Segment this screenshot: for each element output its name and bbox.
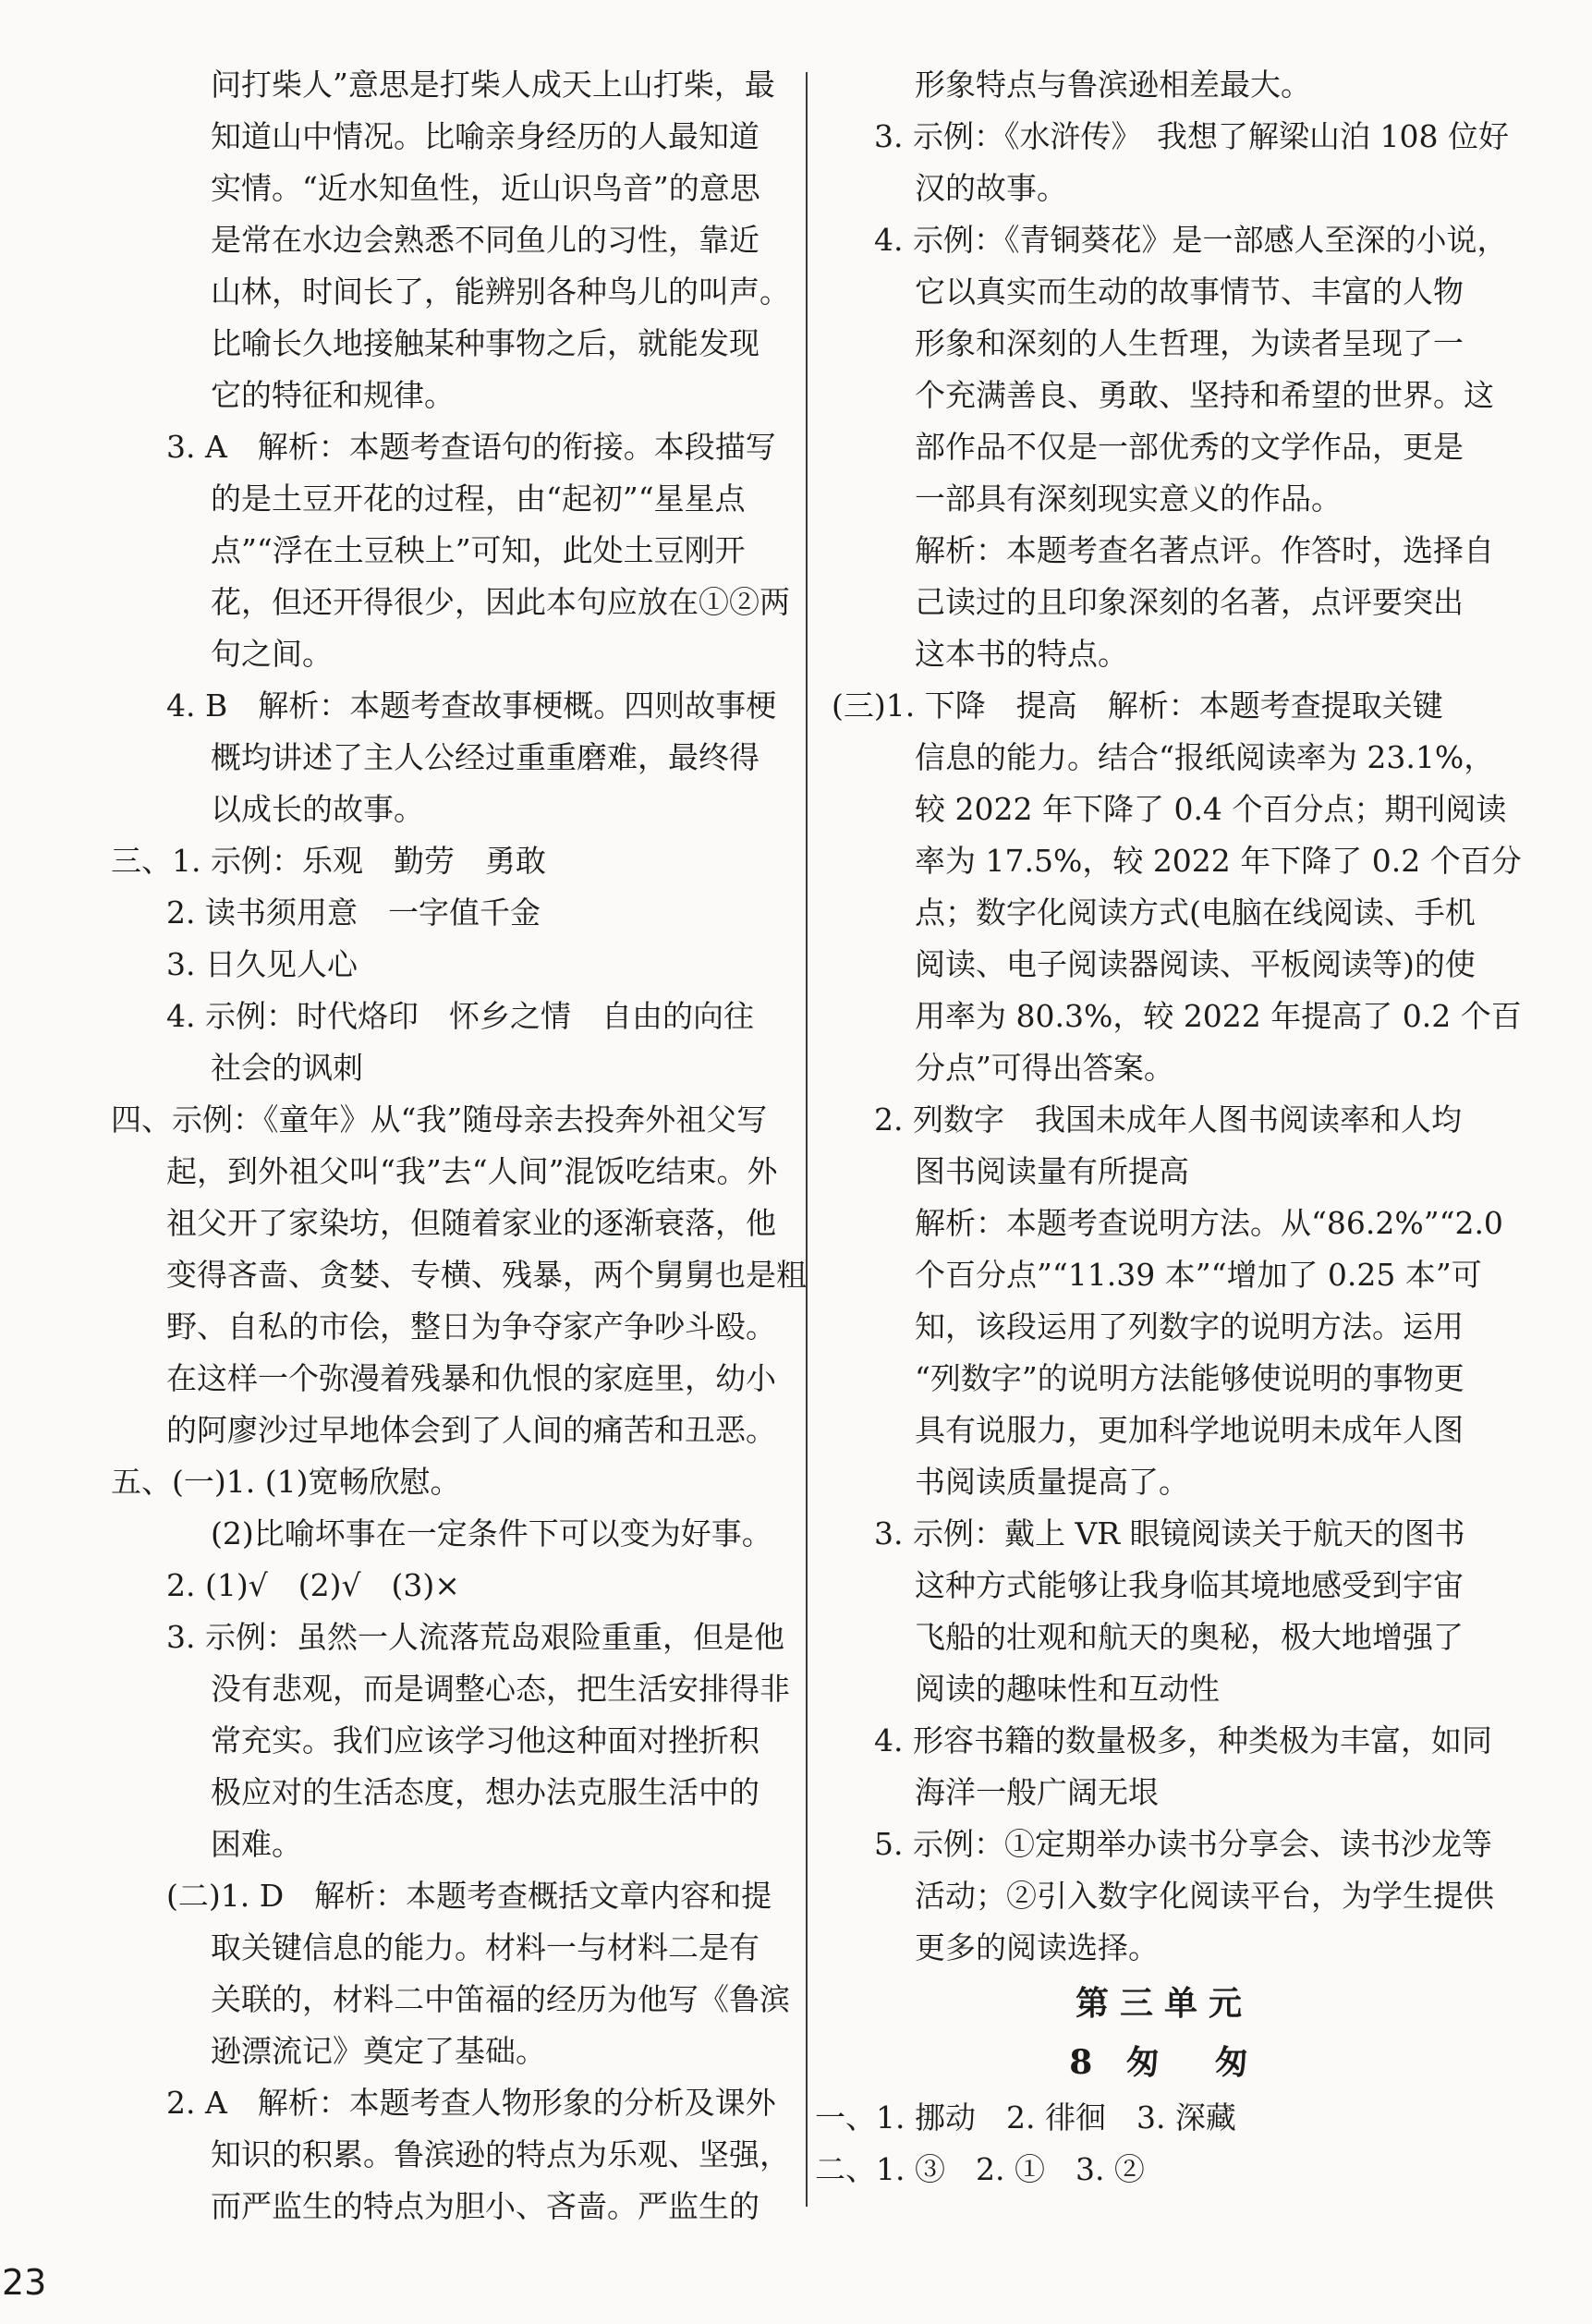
- text-line: 它以真实而生动的故事情节、丰富的人物: [915, 274, 1464, 310]
- text-line: (2)比喻坏事在一定条件下可以变为好事。: [211, 1515, 772, 1551]
- text-line: 概均讲述了主人公经过重重磨难，最终得: [211, 739, 760, 775]
- text-line: 飞船的壮观和航天的奥秘，极大地增强了: [915, 1619, 1464, 1655]
- lesson-heading: 8 匆 匆: [1069, 2043, 1259, 2082]
- text-line: 实情。“近水知鱼性，近山识鸟音”的意思: [211, 170, 760, 206]
- text-line: 书阅读质量提高了。: [915, 1464, 1189, 1500]
- text-line: 知，该段运用了列数字的说明方法。运用: [915, 1308, 1464, 1345]
- text-line: 5. 示例：①定期举办读书分享会、读书沙龙等: [874, 1826, 1492, 1862]
- text-line: 个充满善良、勇敢、坚持和希望的世界。这: [915, 377, 1494, 413]
- text-line: 变得吝啬、贪婪、专横、残暴，两个舅舅也是粗: [166, 1257, 807, 1293]
- text-line: 汉的故事。: [915, 170, 1067, 206]
- text-line: “列数字”的说明方法能够使说明的事物更: [915, 1360, 1464, 1396]
- text-line: 野、自私的市侩，整日为争夺家产争吵斗殴。: [166, 1308, 776, 1345]
- text-line: 起，到外祖父叫“我”去“人间”混饭吃结束。外: [166, 1153, 778, 1189]
- text-line: 点”“浮在土豆秧上”可知，此处土豆刚开: [211, 532, 746, 568]
- text-line: 3. 示例：虽然一人流落荒岛艰险重重，但是他: [166, 1619, 784, 1655]
- text-line: 在这样一个弥漫着残暴和仇恨的家庭里，幼小: [166, 1360, 776, 1396]
- text-line: 解析：本题考查名著点评。作答时，选择自: [915, 532, 1494, 568]
- text-line: 这本书的特点。: [915, 636, 1128, 672]
- text-line: 信息的能力。结合“报纸阅读率为 23.1%，: [915, 739, 1495, 775]
- text-line: 是常在水边会熟悉不同鱼儿的习性，靠近: [211, 222, 760, 258]
- text-line: 没有悲观，而是调整心态，把生活安排得非: [211, 1671, 790, 1707]
- text-line: 4. 形容书籍的数量极多，种类极为丰富，如同: [874, 1722, 1492, 1758]
- text-line: 具有说服力，更加科学地说明未成年人图: [915, 1412, 1464, 1448]
- text-line: 海洋一般广阔无垠: [915, 1774, 1159, 1810]
- text-line: 3. 示例：《水浒传》 我想了解梁山泊 108 位好: [874, 118, 1509, 154]
- text-line: 分点”可得出答案。: [915, 1050, 1174, 1086]
- text-line: 而严监生的特点为胆小、吝啬。严监生的: [211, 2188, 760, 2224]
- text-line: 2. 读书须用意 一字值千金: [166, 894, 541, 931]
- text-line: 比喻长久地接触某种事物之后，就能发现: [211, 325, 760, 361]
- text-line: 3. A 解析：本题考查语句的衔接。本段描写: [166, 429, 776, 465]
- unit-heading: 第三单元: [1075, 1984, 1253, 2023]
- text-line: 困难。: [211, 1826, 302, 1862]
- text-line: 知识的积累。鲁滨逊的特点为乐观、坚强，: [211, 2136, 790, 2172]
- text-line: 三、1. 示例：乐观 勤劳 勇敢: [111, 843, 546, 879]
- text-line: 的是土豆开花的过程，由“起初”“星星点: [211, 481, 746, 517]
- text-line: 问打柴人”意思是打柴人成天上山打柴，最: [211, 67, 775, 103]
- text-line: 阅读的趣味性和互动性: [915, 1671, 1220, 1707]
- text-line: 更多的阅读选择。: [915, 1929, 1159, 1965]
- text-line: 山林，时间长了，能辨别各种鸟儿的叫声。: [211, 274, 790, 310]
- text-line: 关联的，材料二中笛福的经历为他写《鲁滨: [211, 1981, 790, 2017]
- text-line: 花，但还开得很少，因此本句应放在①②两: [211, 584, 790, 620]
- text-line: (二)1. D 解析：本题考查概括文章内容和提: [166, 1878, 772, 1914]
- text-line: 个百分点”“11.39 本”“增加了 0.25 本”可: [915, 1257, 1482, 1293]
- text-line: 较 2022 年下降了 0.4 个百分点；期刊阅读: [915, 791, 1507, 827]
- text-line: 祖父开了家染坊，但随着家业的逐渐衰落，他: [166, 1205, 776, 1241]
- text-line: 常充实。我们应该学习他这种面对挫折积: [211, 1722, 760, 1758]
- text-line: 一、1. 挪动 2. 徘徊 3. 深藏: [815, 2099, 1236, 2135]
- text-line: 4. 示例：《青铜葵花》是一部感人至深的小说，: [874, 222, 1508, 258]
- text-line: 形象特点与鲁滨逊相差最大。: [915, 67, 1311, 103]
- text-line: 形象和深刻的人生哲理，为读者呈现了一: [915, 325, 1464, 361]
- text-line: 图书阅读量有所提高: [915, 1153, 1189, 1189]
- text-line: 取关键信息的能力。材料一与材料二是有: [211, 1929, 760, 1965]
- text-line: 它的特征和规律。: [211, 377, 455, 413]
- text-line: 活动；②引入数字化阅读平台，为学生提供: [915, 1878, 1494, 1914]
- text-line: 逊漂流记》奠定了基础。: [211, 2033, 546, 2069]
- text-line: 2. 列数字 我国未成年人图书阅读率和人均: [874, 1101, 1462, 1138]
- text-line: 以成长的故事。: [211, 791, 424, 827]
- text-line: 2. (1)√ (2)√ (3)×: [166, 1567, 460, 1603]
- text-line: 二、1. ③ 2. ① 3. ②: [815, 2151, 1145, 2187]
- text-line: 四、示例：《童年》从“我”随母亲去投奔外祖父写: [111, 1101, 768, 1138]
- text-line: 点；数字化阅读方式(电脑在线阅读、手机: [915, 894, 1476, 931]
- text-line: 部作品不仅是一部优秀的文学作品，更是: [915, 429, 1464, 465]
- text-line: 的阿廖沙过早地体会到了人间的痛苦和丑恶。: [166, 1412, 776, 1448]
- text-line: 解析：本题考查说明方法。从“86.2%”“2.0: [915, 1205, 1503, 1241]
- text-line: 五、(一)1. (1)宽畅欣慰。: [111, 1464, 461, 1500]
- text-line: 社会的讽刺: [211, 1050, 363, 1086]
- text-line: 句之间。: [211, 636, 333, 672]
- text-line: 知道山中情况。比喻亲身经历的人最知道: [211, 118, 760, 154]
- text-line: 用率为 80.3%，较 2022 年提高了 0.2 个百: [915, 998, 1522, 1034]
- text-line: 2. A 解析：本题考查人物形象的分析及课外: [166, 2085, 776, 2121]
- text-line: 3. 示例：戴上 VR 眼镜阅读关于航天的图书: [874, 1515, 1465, 1551]
- page-number: 23: [2, 2262, 47, 2303]
- text-line: 这种方式能够让我身临其境地感受到宇宙: [915, 1567, 1464, 1603]
- text-line: 率为 17.5%，较 2022 年下降了 0.2 个百分: [915, 843, 1522, 879]
- text-line: 3. 日久见人心: [166, 946, 358, 982]
- text-line: 4. B 解析：本题考查故事梗概。四则故事梗: [166, 687, 777, 724]
- text-line: 阅读、电子阅读器阅读、平板阅读等)的使: [915, 946, 1476, 982]
- column-divider: [806, 72, 808, 2207]
- text-line: (三)1. 下降 提高 解析：本题考查提取关键: [832, 687, 1443, 724]
- text-line: 一部具有深刻现实意义的作品。: [915, 481, 1342, 517]
- text-line: 己读过的且印象深刻的名著，点评要突出: [915, 584, 1464, 620]
- text-line: 4. 示例：时代烙印 怀乡之情 自由的向往: [166, 998, 754, 1034]
- text-line: 极应对的生活态度，想办法克服生活中的: [211, 1774, 760, 1810]
